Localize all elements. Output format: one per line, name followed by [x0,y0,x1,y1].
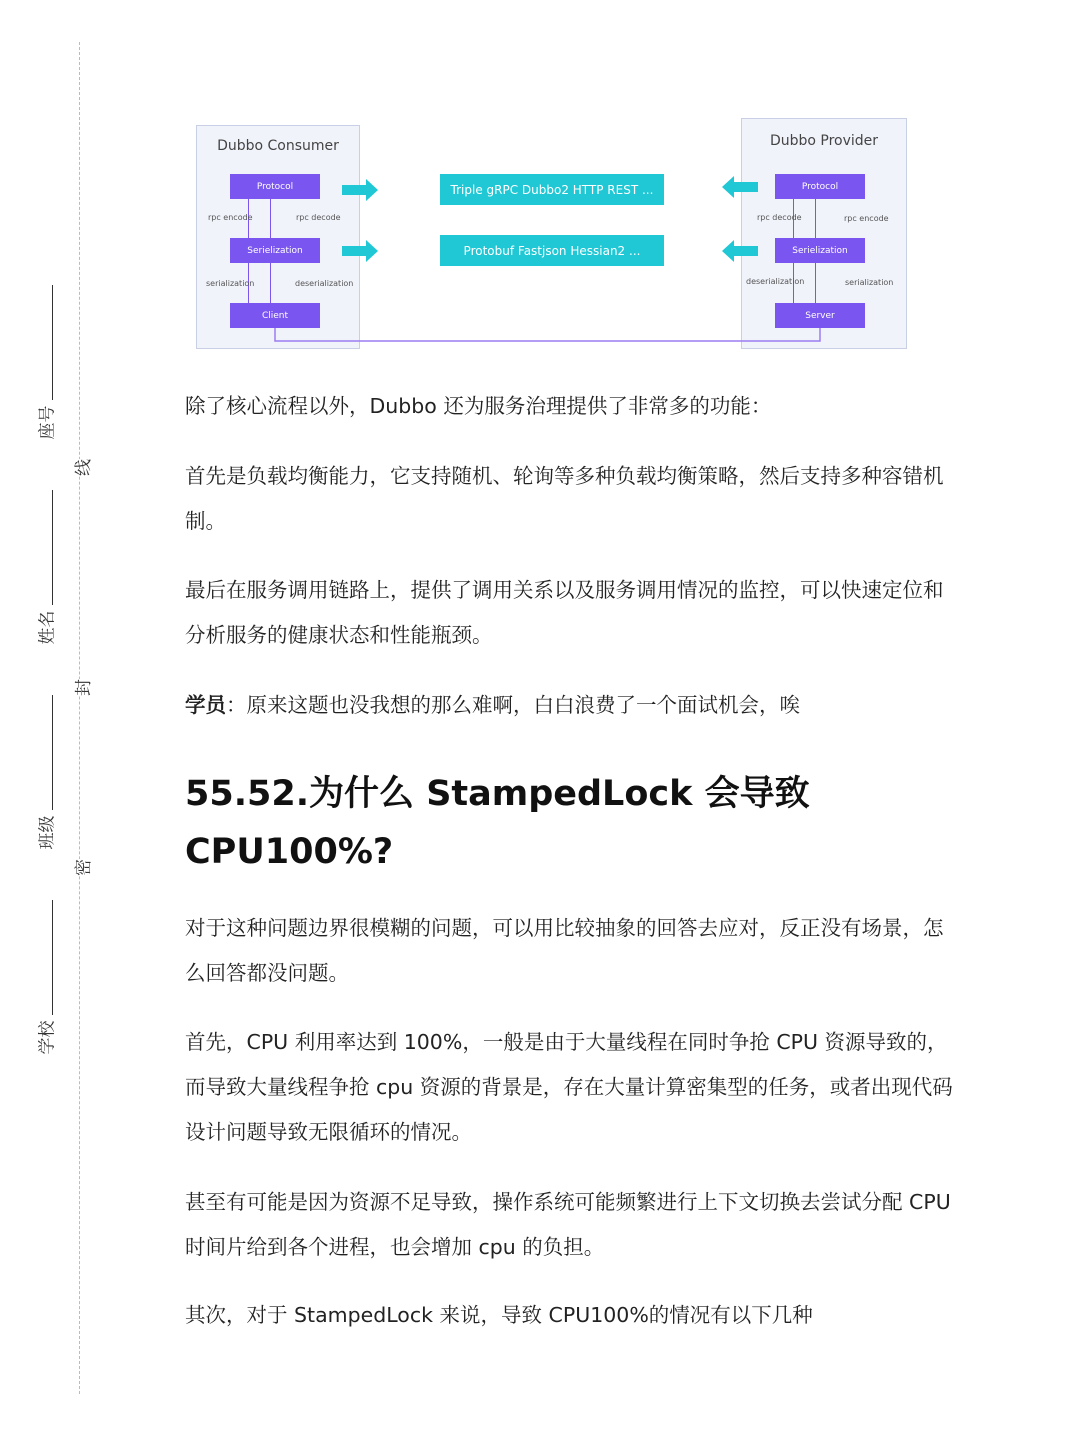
paragraph [185,683,960,728]
binding-dashed-line [79,42,80,1394]
label: deserialization [295,279,354,288]
paragraph: 最后在服务调用链路上，提供了调用关系以及服务调用情况的监控，可以快速定位和分析服务的健康状态和性能瓶颈。 [185,578,944,647]
paragraph: 除了核心流程以外，Dubbo 还为服务治理提供了非常多的功能： [185,394,772,418]
seal-mi: 密 [69,859,94,876]
school-label: 学校 [37,1020,58,1055]
provider-server-box: Server [775,303,865,328]
label: rpc decode [757,213,802,222]
label: rpc decode [296,213,341,222]
provider-protocol-box: Protocol [775,174,865,199]
paragraph: 首先是负载均衡能力，它支持随机、轮询等多种负载均衡策略，然后支持多种容错机制。 [185,464,944,533]
protocols-bar: Triple gRPC Dubbo2 HTTP REST ... [440,174,664,205]
seat-underline [52,285,53,400]
seat-label: 座号 [37,405,58,440]
label: serialization [845,278,894,287]
serializers-bar: Protobuf Fastjson Hessian2 ... [440,235,664,266]
label: serialization [206,279,255,288]
provider-serialization-box: Serielization [775,238,865,263]
provider-title: Dubbo Provider [769,133,879,149]
seal-feng: 封 [69,679,94,696]
section-heading: 55.52.为什么 StampedLock 会导致 CPU100%? [185,774,810,872]
paragraph: 甚至有可能是因为资源不足导致，操作系统可能频繁进行上下文切换去尝试分配 CPU 时间片给到各个进程，也会增加 cpu 的负担。 [185,1190,951,1259]
dubbo-architecture-diagram [190,112,912,357]
seal-xian: 线 [69,459,94,476]
name-label: 姓名 [37,610,58,645]
name-underline [52,490,53,605]
client-server-connector [190,112,912,357]
class-underline [52,695,53,810]
consumer-title: Dubbo Consumer [217,138,339,154]
consumer-client-box: Client [230,303,320,328]
paragraph: 其次，对于 StampedLock 来说，导致 CPU100%的情况有以下几种 [185,1303,813,1327]
label: rpc encode [844,214,889,223]
school-underline [52,900,53,1015]
class-label: 班级 [37,815,58,850]
consumer-serialization-box: Serielization [230,238,320,263]
paragraph: 对于这种问题边界很模糊的问题，可以用比较抽象的回答去应对，反正没有场景，怎么回答都没问题。 [185,916,944,985]
label: rpc encode [208,213,253,222]
speaker-text: ：原来这题也没我想的那么难啊，白白浪费了一个面试机会，唉 [226,693,800,717]
speaker-label: 学员 [185,693,226,717]
label: deserialization [746,277,805,286]
paragraph: 首先，CPU 利用率达到 100%，一般是由于大量线程在同时争抢 CPU 资源导致的，而导致大量线程争抢 cpu 资源的背景是，存在大量计算密集型的任务，或者出现代码设计问题导致无限循环的情况。 [185,1030,953,1144]
consumer-protocol-box: Protocol [230,174,320,199]
